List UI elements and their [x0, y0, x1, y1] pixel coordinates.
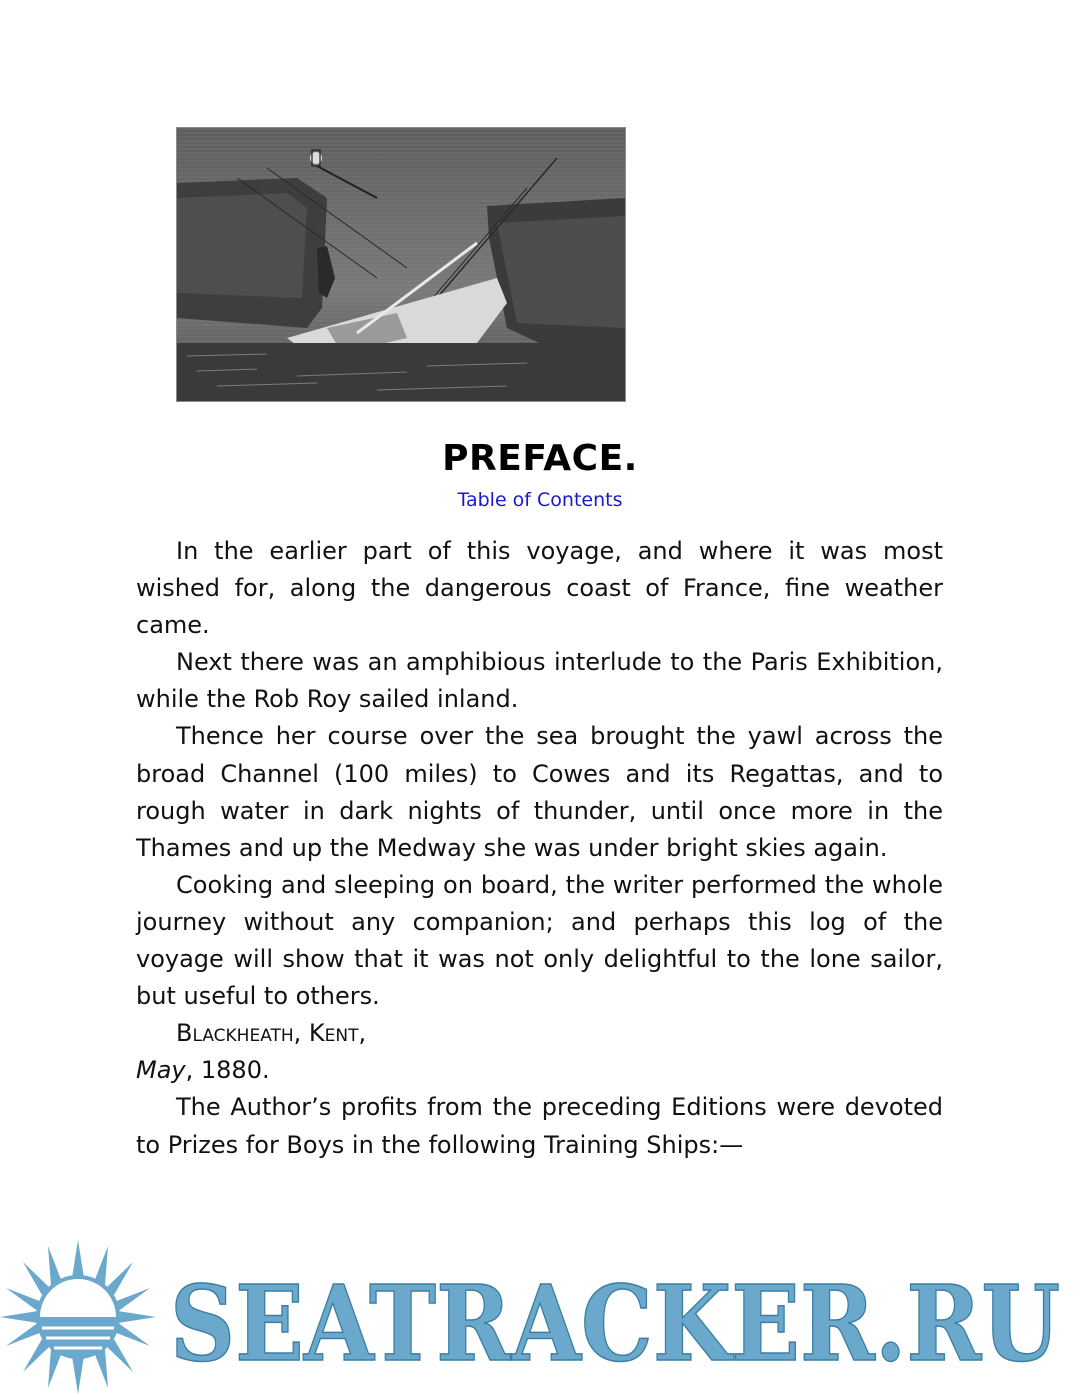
engraving-image	[177, 128, 625, 401]
table-of-contents-link[interactable]: Table of Contents	[457, 489, 623, 511]
signature-place: Blackheath, Kent,	[176, 1019, 367, 1048]
preface-body	[136, 533, 943, 1164]
signature-year: , 1880.	[185, 1056, 270, 1085]
watermark-text: SEATRACKER.RU	[170, 1262, 1060, 1385]
signature-month: May	[136, 1056, 186, 1085]
paragraph-4: Cooking and sleeping on board, the writer performed the whole journey without any companion; and perhaps this log of the voyage will show that it was not only delightful to the lone sailor, but useful to others.	[136, 870, 943, 1011]
paragraph-5: The Author’s profits from the preceding Editions were devoted to Prizes for Boys in the following Training Ships:—	[136, 1093, 943, 1159]
watermark-banner	[0, 1238, 1080, 1397]
paragraph-1: In the earlier part of this voyage, and where it was most wished for, along the dangerous coast of France, fine weather came.	[136, 537, 943, 640]
watermark-graphic	[0, 1238, 1080, 1397]
paragraph-3: Thence her course over the sea brought the yawl across the broad Channel (100 miles) to Cowes and its Regattas, and to rough water in dark nights of thunder, until once more in the Thames and up the Medway she was under bright skies again.	[136, 722, 943, 862]
frontispiece-illustration	[176, 127, 626, 402]
page-title: PREFACE.	[442, 438, 638, 479]
paragraph-2: Next there was an amphibious interlude to the Paris Exhibition, while the Rob Roy sailed inland.	[136, 648, 943, 714]
sun-logo-icon	[0, 1240, 156, 1394]
signature-date	[136, 1052, 943, 1089]
